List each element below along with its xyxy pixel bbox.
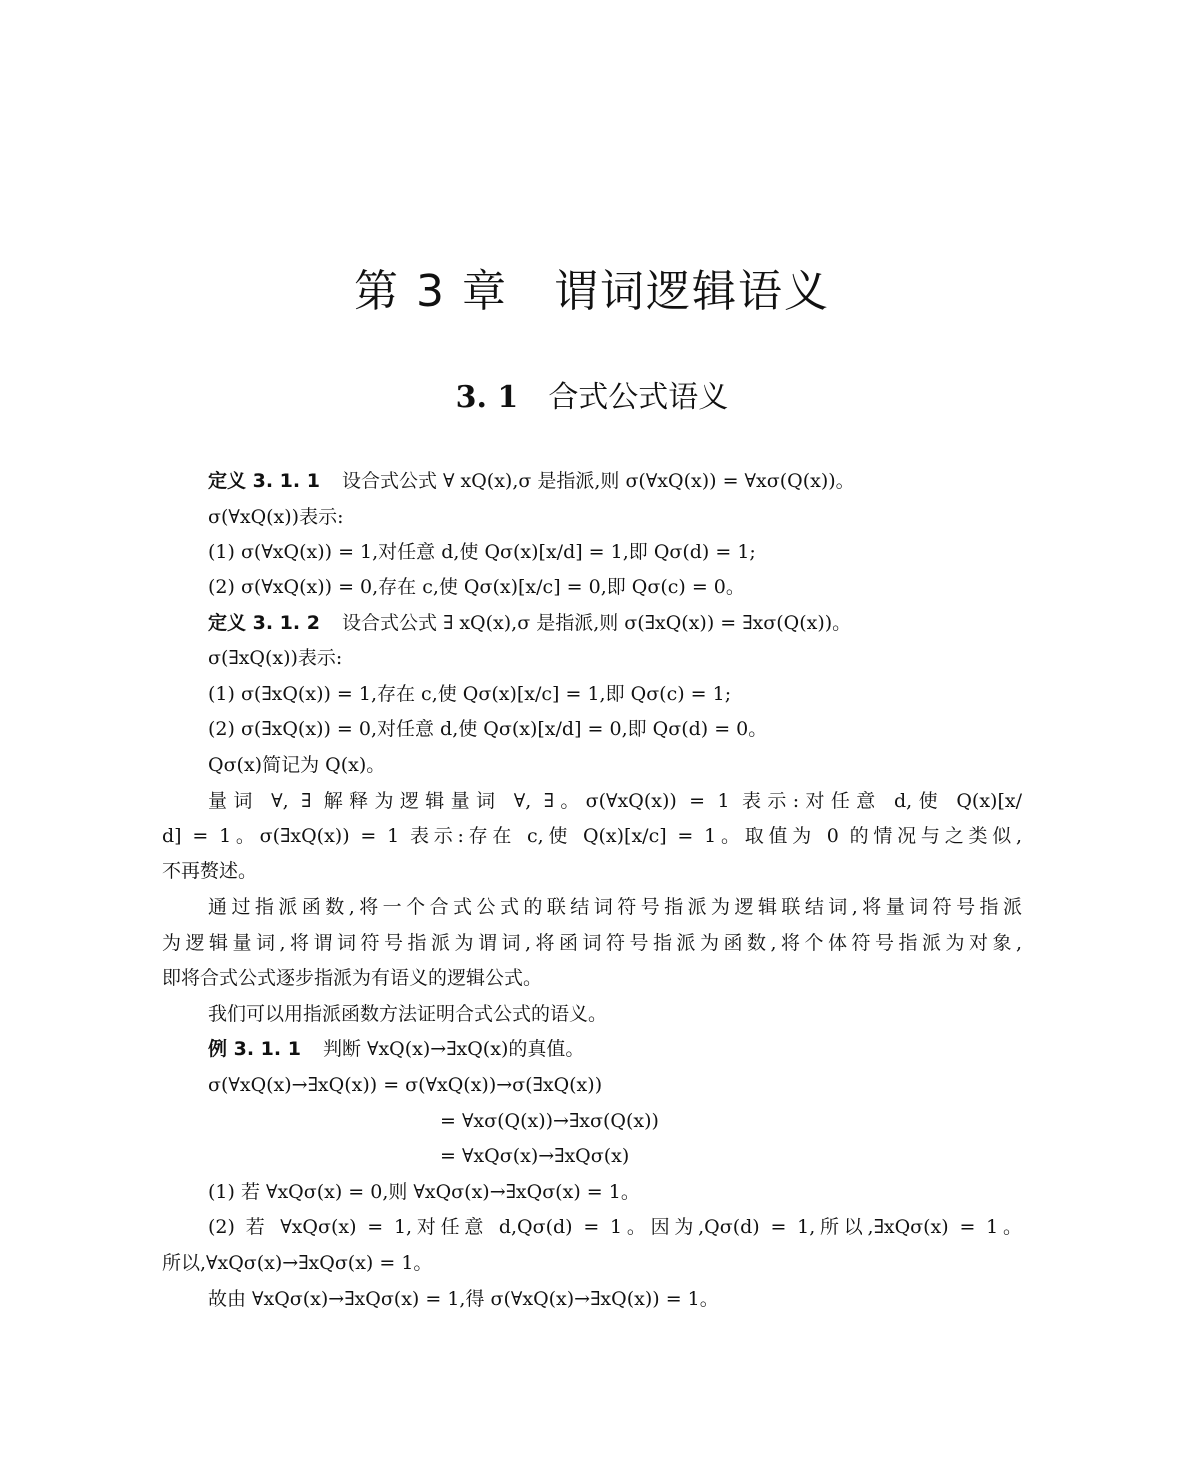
- paragraph-line: 通过指派函数,将一个合式公式的联结词符号指派为逻辑联结词,将量词符号指派: [208, 896, 1022, 918]
- text-line: σ(∃xQ(x))表示:: [208, 647, 343, 669]
- definition-label: 定义 3. 1. 1: [208, 470, 320, 492]
- section-name: 合式公式语义: [548, 380, 729, 415]
- example-label: 例 3. 1. 1: [208, 1038, 301, 1060]
- definition-label: 定义 3. 1. 2: [208, 612, 320, 634]
- definition-line: 定义 3. 1. 1 设合式公式 ∀ xQ(x),σ 是指派,则 σ(∀xQ(x)) = ∀xσ(Q(x))。: [208, 470, 855, 492]
- paragraph-line: 不再赘述。: [162, 860, 258, 882]
- text-line: 所以,∀xQσ(x)→∃xQσ(x) = 1。: [162, 1252, 433, 1274]
- example-line: 例 3. 1. 1 判断 ∀xQ(x)→∃xQ(x)的真值。: [208, 1038, 585, 1060]
- section-number: 3. 1: [455, 380, 519, 415]
- chapter-title: 第 3 章 谓词逻辑语义: [354, 266, 830, 317]
- paragraph-line: d] = 1。σ(∃xQ(x)) = 1 表示:存在 c,使 Q(x)[x/c] = 1。取值为 0 的情况与之类似,: [162, 825, 1022, 847]
- paragraph-line: 量词 ∀, ∃ 解释为逻辑量词 ∀, ∃。σ(∀xQ(x)) = 1 表示:对任意 d,使 Q(x)[x/: [208, 790, 1022, 812]
- text-line: (2) 若 ∀xQσ(x) = 1,对任意 d,Qσ(d) = 1。因为,Qσ(d) = 1,所以,∃xQσ(x) = 1。: [208, 1216, 1022, 1238]
- paragraph-line: 即将合式公式逐步指派为有语义的逻辑公式。: [162, 967, 543, 989]
- text-line: σ(∀xQ(x))表示:: [208, 506, 344, 528]
- text-line: (1) σ(∃xQ(x)) = 1,存在 c,使 Qσ(x)[x/c] = 1,即 Qσ(c) = 1;: [208, 683, 732, 705]
- text-line: (1) σ(∀xQ(x)) = 1,对任意 d,使 Qσ(x)[x/d] = 1,即 Qσ(d) = 1;: [208, 541, 756, 563]
- equation-line: = ∀xQσ(x)→∃xQσ(x): [440, 1145, 630, 1167]
- text-line: 故由 ∀xQσ(x)→∃xQσ(x) = 1,得 σ(∀xQ(x)→∃xQ(x)) = 1。: [208, 1288, 719, 1310]
- paragraph-line: 为逻辑量词,将谓词符号指派为谓词,将函词符号指派为函数,将个体符号指派为对象,: [162, 932, 1022, 954]
- equation-line: σ(∀xQ(x)→∃xQ(x)) = σ(∀xQ(x))→σ(∃xQ(x)): [208, 1074, 603, 1096]
- text-line: (2) σ(∃xQ(x)) = 0,对任意 d,使 Qσ(x)[x/d] = 0,即 Qσ(d) = 0。: [208, 718, 768, 740]
- equation-line: = ∀xσ(Q(x))→∃xσ(Q(x)): [440, 1110, 659, 1132]
- definition-line: 定义 3. 1. 2 设合式公式 ∃ xQ(x),σ 是指派,则 σ(∃xQ(x)) = ∃xσ(Q(x))。: [208, 612, 852, 634]
- text-line: (2) σ(∀xQ(x)) = 0,存在 c,使 Qσ(x)[x/c] = 0,即 Qσ(c) = 0。: [208, 576, 745, 598]
- text-line: Qσ(x)简记为 Q(x)。: [208, 754, 386, 776]
- section-title: [0, 376, 1184, 420]
- paragraph-line: 我们可以用指派函数方法证明合式公式的语义。: [208, 1003, 608, 1025]
- text-line: (1) 若 ∀xQσ(x) = 0,则 ∀xQσ(x)→∃xQσ(x) = 1。: [208, 1181, 640, 1203]
